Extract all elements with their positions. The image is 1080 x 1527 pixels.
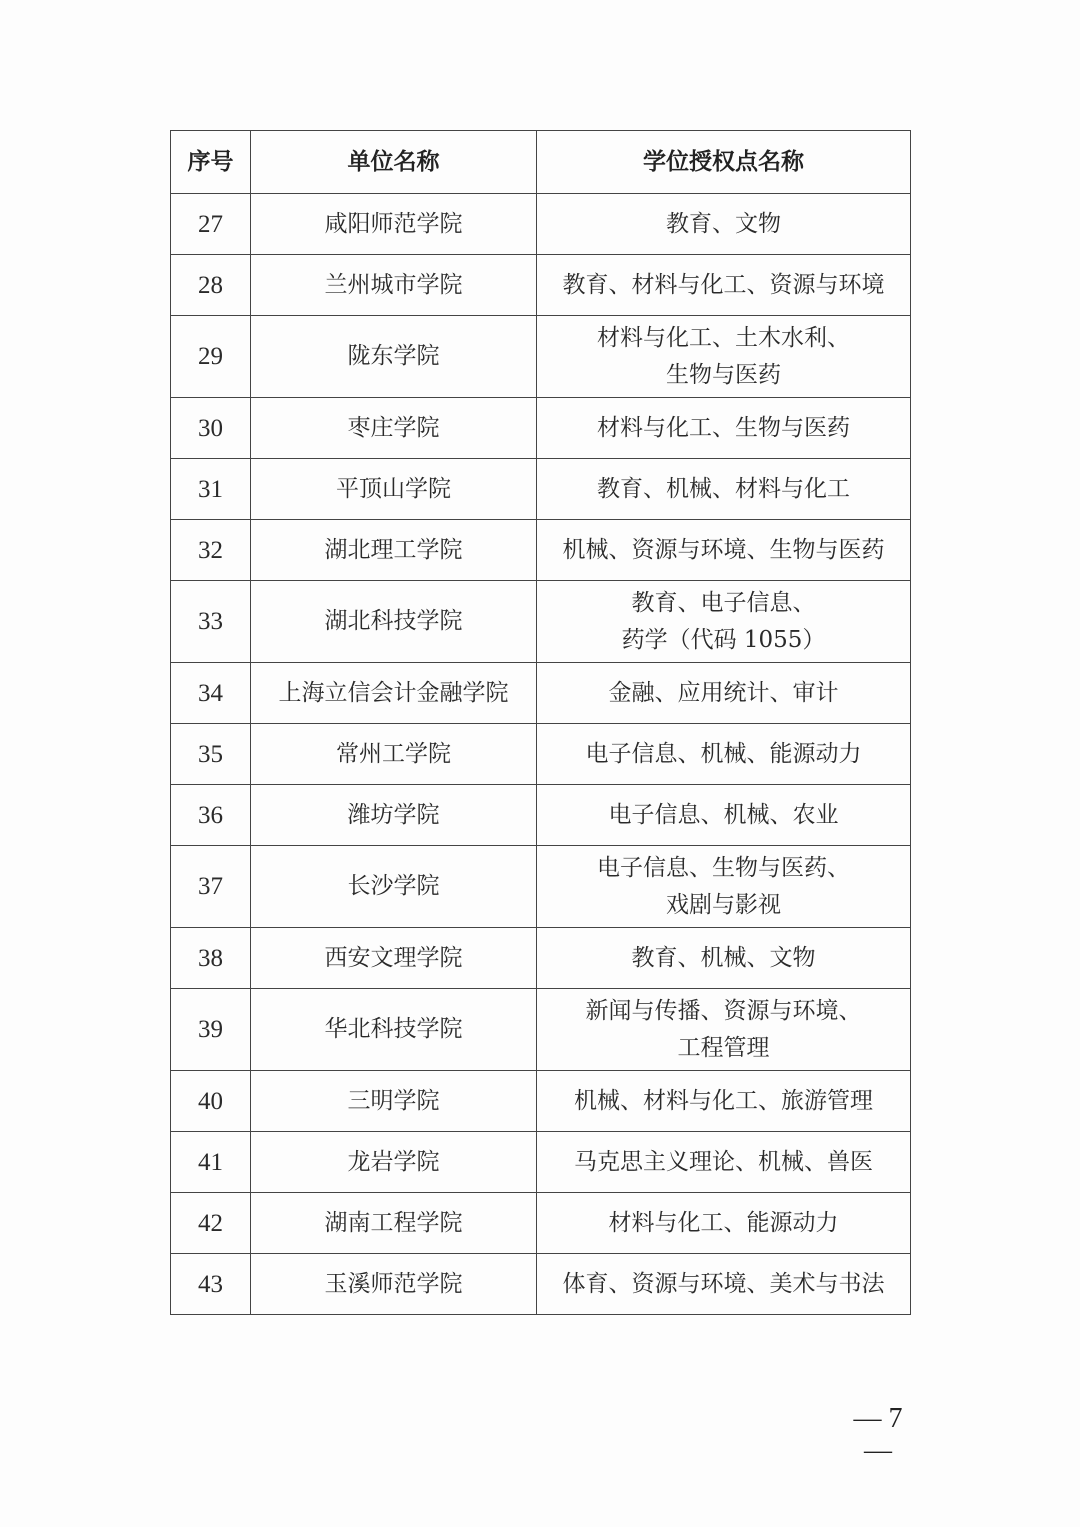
- degree-points: 教育、机械、文物: [537, 928, 911, 989]
- row-number: 29: [171, 316, 251, 398]
- unit-name: 上海立信会计金融学院: [251, 663, 537, 724]
- table-row: [171, 398, 911, 459]
- degree-points: 材料与化工、生物与医药: [537, 398, 911, 459]
- table-row: [171, 989, 911, 1071]
- unit-name: 湖南工程学院: [251, 1193, 537, 1254]
- degree-points: 马克思主义理论、机械、兽医: [537, 1132, 911, 1193]
- table-row: [171, 316, 911, 398]
- unit-name: 龙岩学院: [251, 1132, 537, 1193]
- degree-points: 体育、资源与环境、美术与书法: [537, 1254, 911, 1315]
- unit-name: 兰州城市学院: [251, 255, 537, 316]
- degree-points: 教育、文物: [537, 194, 911, 255]
- table-row: [171, 846, 911, 928]
- row-number: 28: [171, 255, 251, 316]
- unit-name: 咸阳师范学院: [251, 194, 537, 255]
- row-number: 33: [171, 581, 251, 663]
- degree-points: 电子信息、机械、农业: [537, 785, 911, 846]
- table-row: [171, 581, 911, 663]
- table-row: [171, 724, 911, 785]
- unit-name: 潍坊学院: [251, 785, 537, 846]
- table-row: [171, 255, 911, 316]
- degree-points: 材料与化工、能源动力: [537, 1193, 911, 1254]
- row-number: 32: [171, 520, 251, 581]
- header-serial-number: 序号: [171, 131, 251, 194]
- row-number: 43: [171, 1254, 251, 1315]
- unit-name: 玉溪师范学院: [251, 1254, 537, 1315]
- unit-name: 常州工学院: [251, 724, 537, 785]
- table-row: [171, 1254, 911, 1315]
- degree-points: 机械、材料与化工、旅游管理: [537, 1071, 911, 1132]
- degree-points: 教育、材料与化工、资源与环境: [537, 255, 911, 316]
- row-number: 37: [171, 846, 251, 928]
- table-row: [171, 663, 911, 724]
- row-number: 38: [171, 928, 251, 989]
- row-number: 35: [171, 724, 251, 785]
- table-row: [171, 194, 911, 255]
- row-number: 36: [171, 785, 251, 846]
- table-row: [171, 1132, 911, 1193]
- table-row: [171, 520, 911, 581]
- degree-points: 电子信息、生物与医药、 戏剧与影视: [537, 846, 911, 928]
- row-number: 41: [171, 1132, 251, 1193]
- table-header-row: [171, 131, 911, 194]
- unit-name: 陇东学院: [251, 316, 537, 398]
- degree-points: 电子信息、机械、能源动力: [537, 724, 911, 785]
- table-row: [171, 1071, 911, 1132]
- header-unit-name: 单位名称: [251, 131, 537, 194]
- row-number: 42: [171, 1193, 251, 1254]
- row-number: 34: [171, 663, 251, 724]
- degree-points: 材料与化工、土木水利、 生物与医药: [537, 316, 911, 398]
- table-row: [171, 1193, 911, 1254]
- degree-points: 新闻与传播、资源与环境、 工程管理: [537, 989, 911, 1071]
- unit-name: 华北科技学院: [251, 989, 537, 1071]
- degree-points: 教育、机械、材料与化工: [537, 459, 911, 520]
- page-number: — 7 —: [853, 1403, 903, 1466]
- unit-name: 湖北理工学院: [251, 520, 537, 581]
- row-number: 40: [171, 1071, 251, 1132]
- table-row: [171, 928, 911, 989]
- table-row: [171, 459, 911, 520]
- row-number: 30: [171, 398, 251, 459]
- degree-authorization-table: [170, 130, 911, 1315]
- unit-name: 西安文理学院: [251, 928, 537, 989]
- unit-name: 枣庄学院: [251, 398, 537, 459]
- degree-points: 机械、资源与环境、生物与医药: [537, 520, 911, 581]
- unit-name: 长沙学院: [251, 846, 537, 928]
- header-degree-point-name: 学位授权点名称: [537, 131, 911, 194]
- unit-name: 三明学院: [251, 1071, 537, 1132]
- table-row: [171, 785, 911, 846]
- degree-points: 教育、电子信息、 药学（代码 1055）: [537, 581, 911, 663]
- unit-name: 湖北科技学院: [251, 581, 537, 663]
- unit-name: 平顶山学院: [251, 459, 537, 520]
- row-number: 27: [171, 194, 251, 255]
- row-number: 39: [171, 989, 251, 1071]
- row-number: 31: [171, 459, 251, 520]
- degree-points: 金融、应用统计、审计: [537, 663, 911, 724]
